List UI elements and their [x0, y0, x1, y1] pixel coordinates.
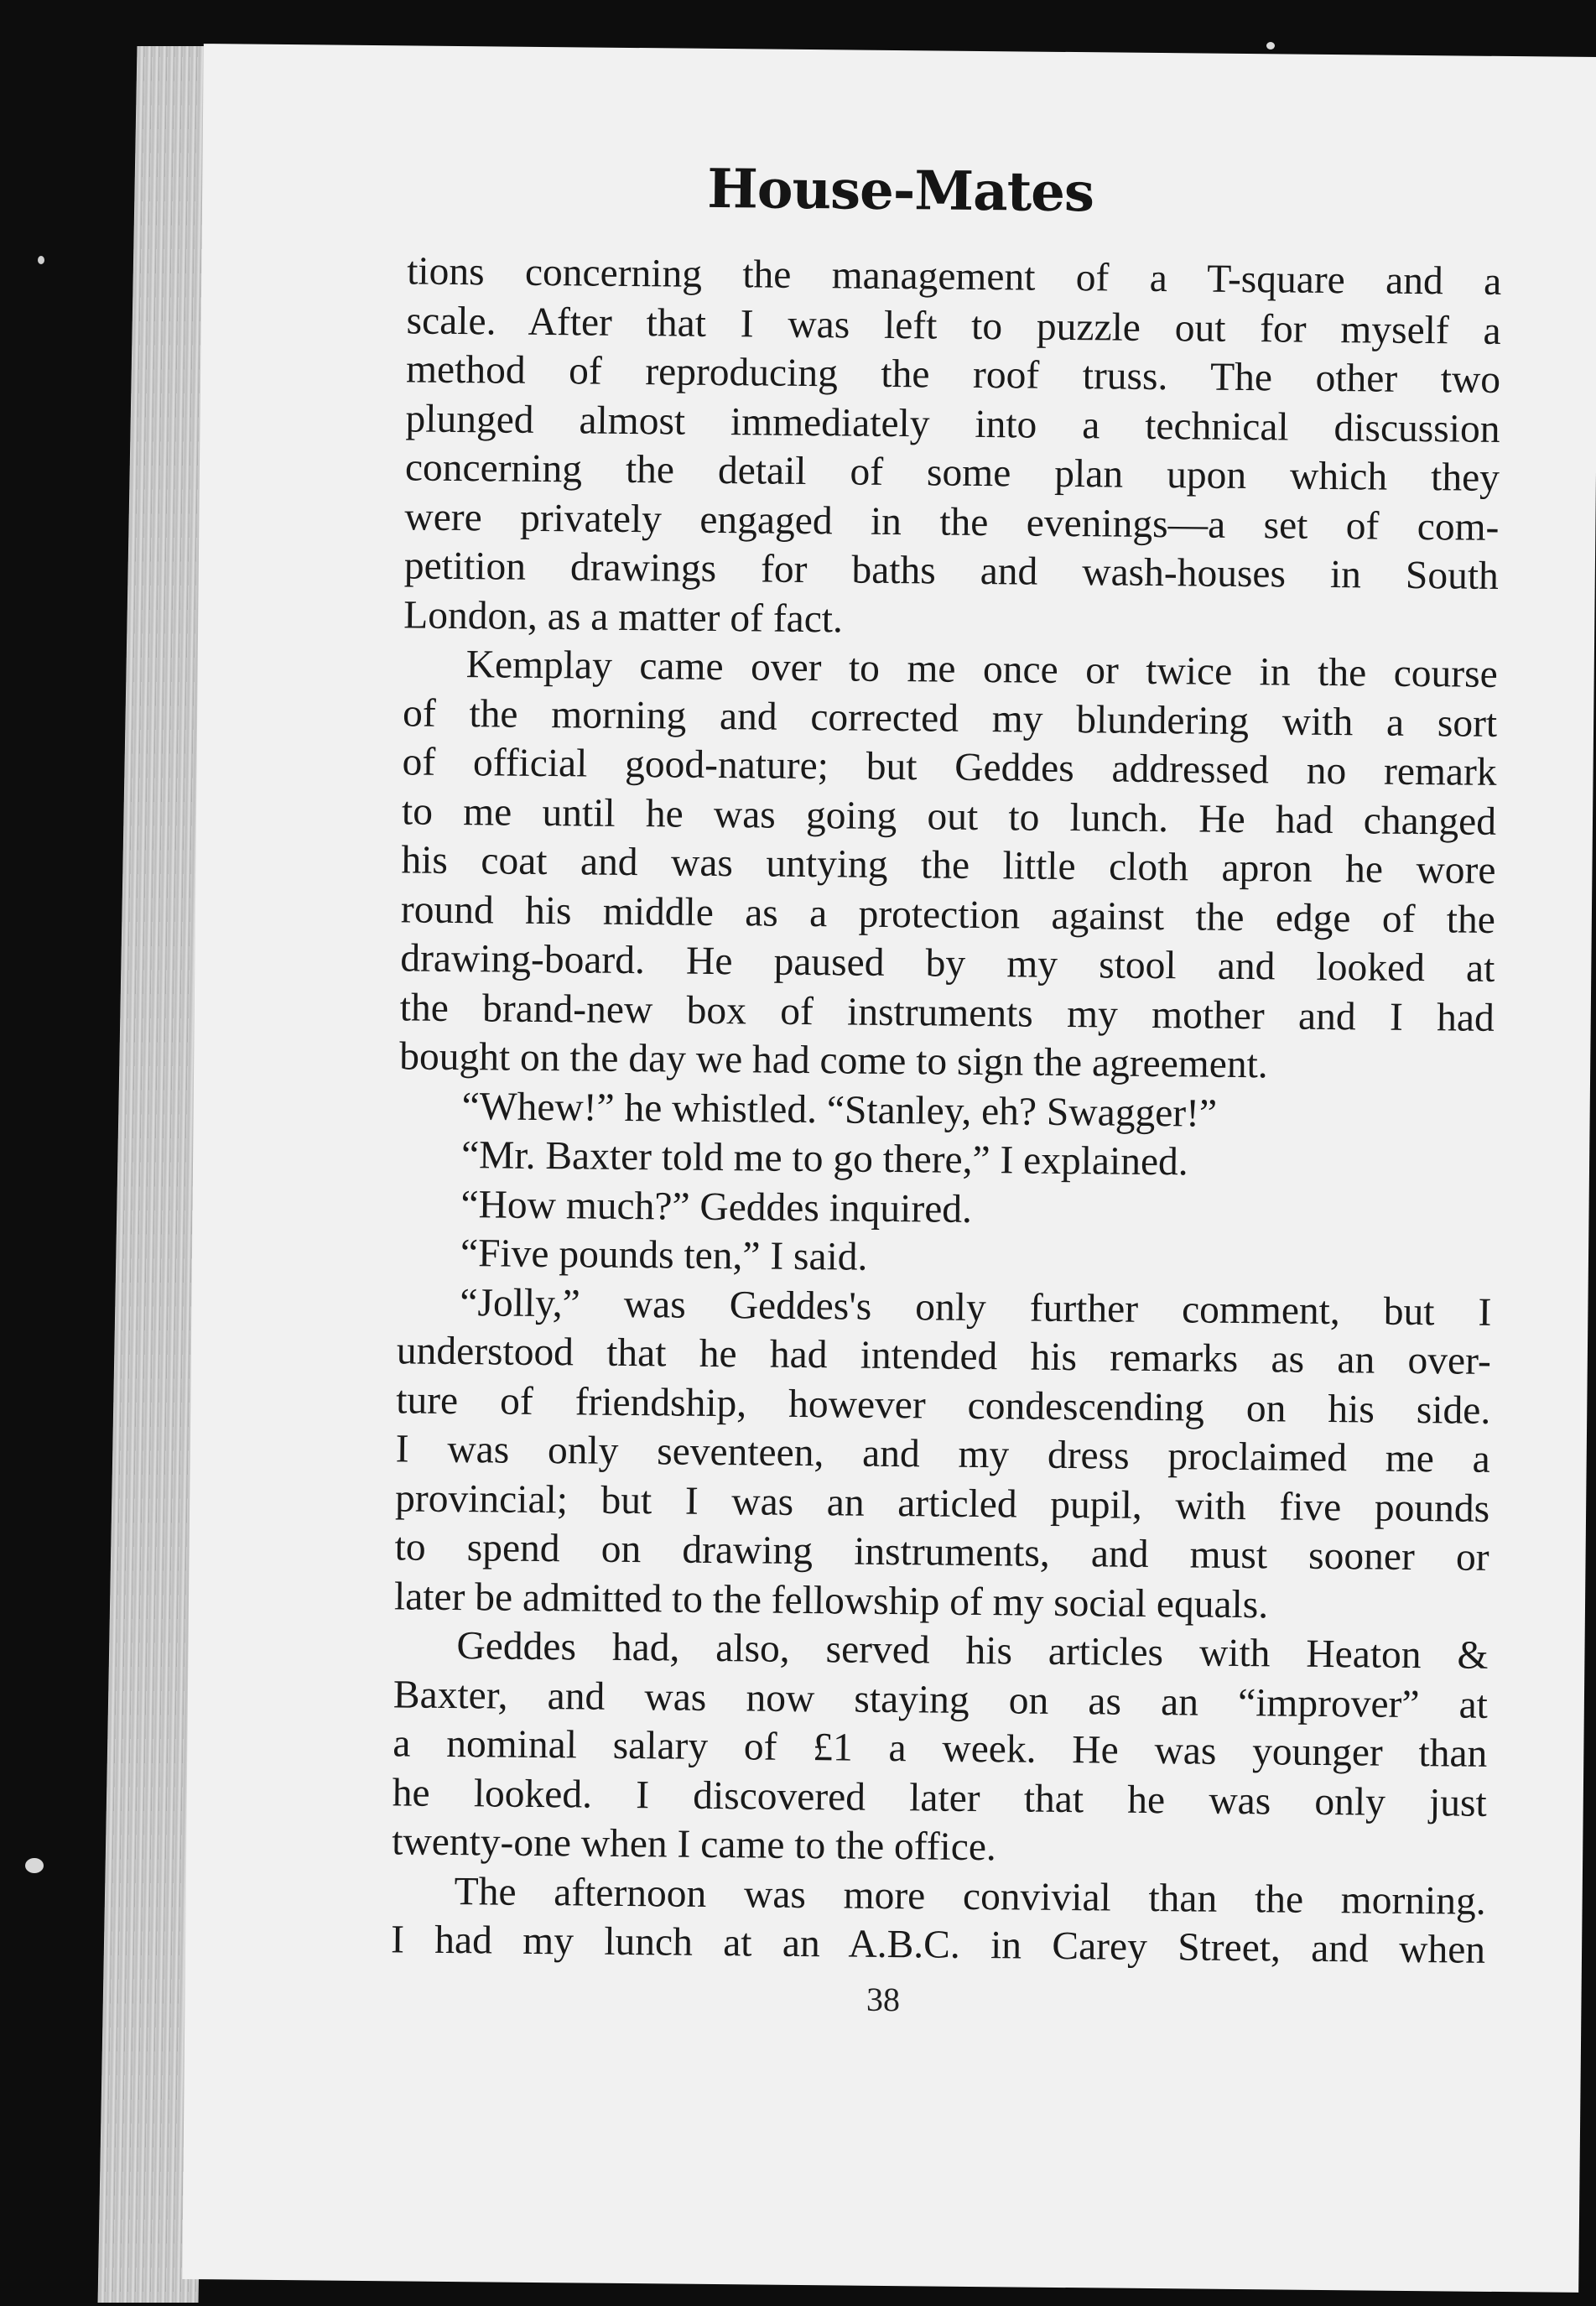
text-line: the brand-new box of instruments my mother and I had	[399, 985, 1495, 1040]
text-line: drawing-board. He paused by my stool and looked at	[400, 936, 1495, 991]
text-line: concerning the detail of some plan upon which they	[404, 445, 1500, 500]
text-line: to me until he was going out to lunch. He had changed	[401, 789, 1497, 844]
text-line: I had my lunch at an A.B.C. in Carey Street, and when	[390, 1918, 1486, 1972]
body-text	[391, 247, 1502, 1975]
text-line: I was only seventeen, and my dress proclaimed me a	[395, 1427, 1490, 1481]
text-line: Geddes had, also, served his articles with Heaton &	[456, 1624, 1489, 1678]
text-line: “Mr. Baxter told me to go there,” I explained.	[460, 1133, 1188, 1184]
text-line: his coat and was untying the little cloth apron he wore	[401, 838, 1496, 893]
running-head: House-Mates	[707, 157, 1094, 225]
text-line: twenty-one when I came to the office.	[392, 1819, 997, 1870]
text-line: he looked. I discovered later that he was only just	[392, 1770, 1488, 1825]
text-line: “Five pounds ten,” I said.	[460, 1231, 868, 1279]
text-line: plunged almost immediately into a technical discussion	[405, 396, 1500, 451]
text-line: “How much?” Geddes inquired.	[460, 1182, 973, 1231]
text-line: Baxter, and was now staying on as an “improver” at	[393, 1672, 1489, 1727]
text-line: to spend on drawing instruments, and must sooner or	[394, 1525, 1489, 1580]
text-line: ture of friendship, however condescending on his side.	[396, 1377, 1491, 1433]
text-line: “Jolly,” was Geddes's only further comment, but I	[460, 1280, 1492, 1335]
text-line: tions concerning the management of a T-square and a	[406, 249, 1502, 304]
text-line: method of reproducing the roof truss. The other two	[405, 347, 1501, 402]
text-line: later be admitted to the fellowship of my social equals.	[393, 1574, 1269, 1627]
book-page	[182, 44, 1596, 2293]
text-line: a nominal salary of £1 a week. He was younger than	[393, 1721, 1488, 1776]
text-line: scale. After that I was left to puzzle out for myself a	[406, 298, 1501, 353]
scan-speck	[38, 256, 44, 264]
text-line: “Whew!” he whistled. “Stanley, eh? Swagger!”	[461, 1084, 1218, 1136]
text-line: The afternoon was more convivial than the morning.	[454, 1869, 1486, 1923]
text-line: of official good-nature; but Geddes addressed no remark	[402, 740, 1497, 794]
text-line: provincial; but I was an articled pupil, with five pounds	[394, 1476, 1490, 1531]
text-line: understood that he had intended his remarks as an over-	[396, 1329, 1492, 1383]
text-line: were privately engaged in the evenings—a set of com-	[404, 494, 1500, 549]
text-line: London, as a matter of fact.	[403, 592, 844, 641]
scan-speck	[25, 1858, 44, 1873]
scan-speck	[1266, 42, 1275, 49]
text-line: bought on the day we had come to sign the agreement.	[399, 1034, 1268, 1087]
text-line: petition drawings for baths and wash-houses in South	[403, 544, 1500, 598]
text-line: round his middle as a protection against the edge of the	[400, 887, 1496, 942]
text-line: Kemplay came over to me once or twice in the course	[465, 643, 1498, 696]
page-number: 38	[866, 1980, 901, 2019]
text-line: of the morning and corrected my blundering with a sort	[402, 690, 1498, 746]
